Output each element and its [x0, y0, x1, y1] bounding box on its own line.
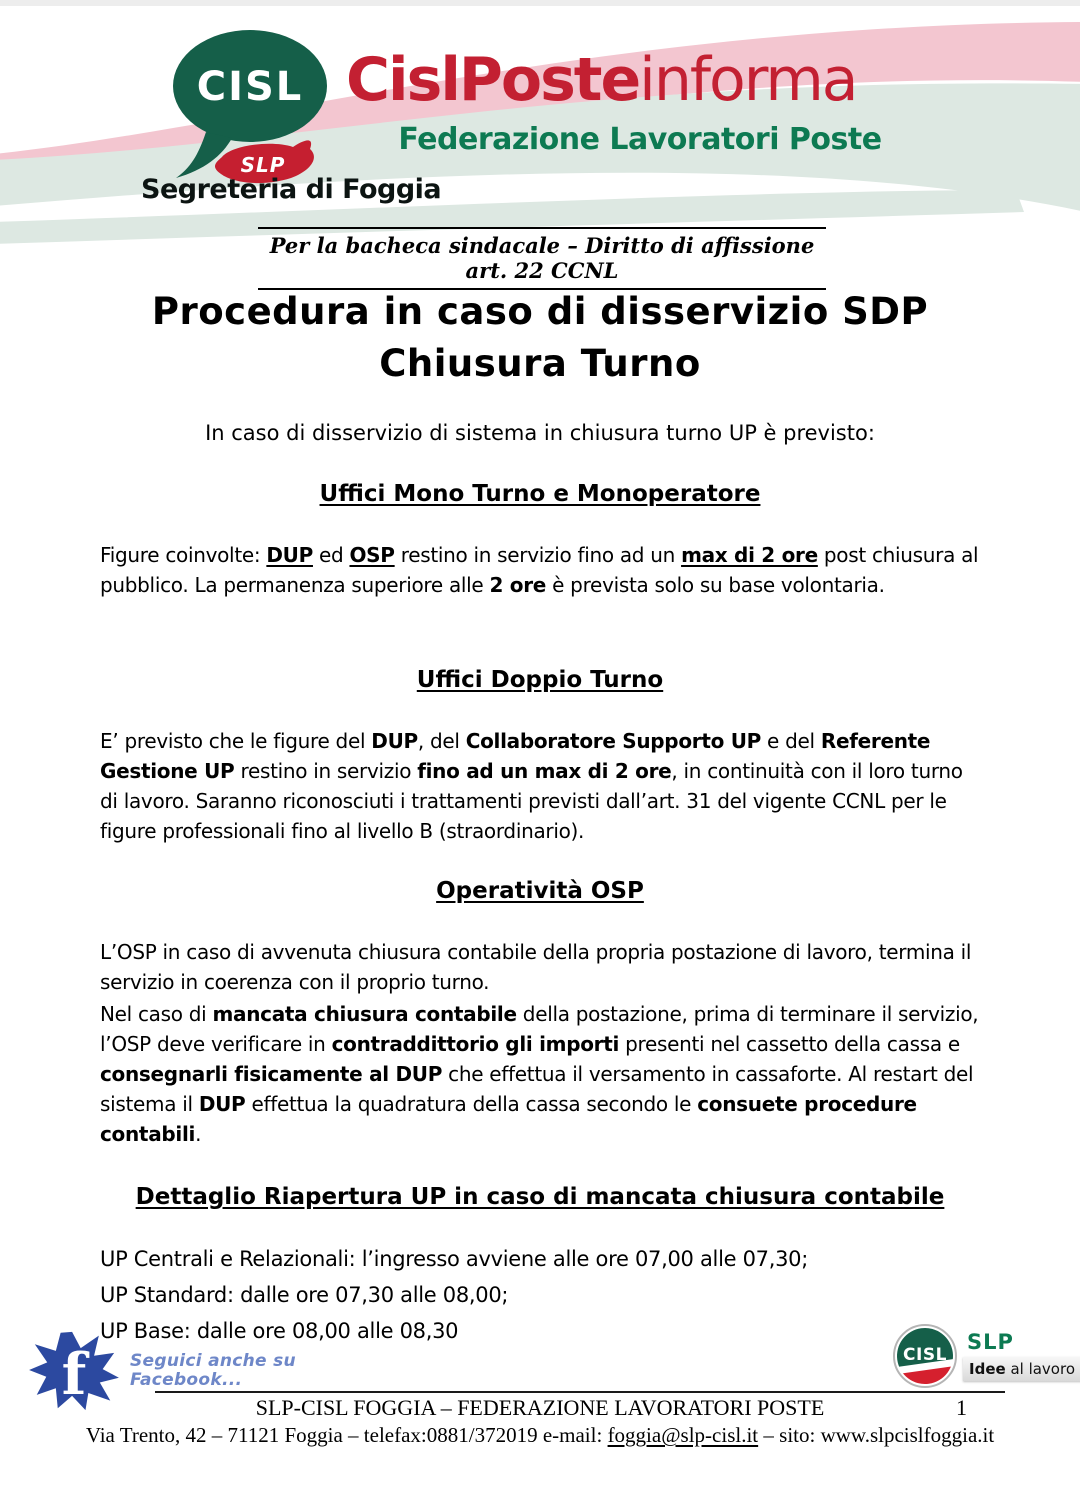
badge-slp-label: SLP — [967, 1330, 1014, 1354]
intro-paragraph: In caso di disservizio di sistema in chiusura turno UP è previsto: — [205, 421, 875, 445]
cisl-slp-footer-logo — [891, 1322, 1080, 1390]
text-segment: 2 ore — [489, 573, 547, 597]
text-segment: DUP — [266, 543, 313, 567]
brand-title-bold: CislPoste — [346, 45, 640, 115]
cisl-logo-text: CISL — [196, 64, 304, 110]
body-paragraph — [100, 726, 985, 846]
badge-right-block — [963, 1330, 1080, 1381]
text-segment: max di 2 ore — [681, 543, 818, 567]
text-segment: – sito: www.slpcislfoggia.it — [758, 1423, 995, 1447]
badge-motto — [963, 1357, 1080, 1381]
email-link[interactable]: foggia@slp-cisl.it — [607, 1423, 759, 1447]
document-title-line2: Chiusura Turno — [379, 342, 701, 385]
brand-title — [346, 45, 857, 115]
cisl-circle-logo — [891, 1322, 959, 1390]
text-segment: DUP — [371, 729, 418, 753]
text-segment: ed — [312, 543, 350, 567]
text-segment: fino ad un max di 2 ore — [417, 759, 672, 783]
section-heading-text: Operatività OSP — [436, 878, 644, 904]
bulletin-board-notice: Per la bacheca sindacale – Diritto di affissione art. 22 CCNL — [258, 227, 826, 290]
text-segment: Nel caso di — [100, 1002, 213, 1026]
section-heading-dettaglio-riapertura — [0, 1184, 1080, 1210]
detail-line-up-centrali: UP Centrali e Relazionali: l’ingresso avviene alle ore 07,00 alle 07,30; — [100, 1247, 808, 1271]
cisl-circle-text: CISL — [903, 1345, 947, 1365]
text-segment: Figure coinvolte: — [100, 543, 267, 567]
text-segment: . — [195, 1122, 202, 1146]
slp-badge-text: SLP — [240, 153, 286, 177]
text-segment: DUP — [198, 1092, 246, 1116]
text-segment: è prevista solo su base volontaria. — [546, 573, 885, 597]
text-segment: consuete procedure contabili — [100, 1092, 917, 1146]
text-segment: e del — [761, 729, 821, 753]
text-segment: Referente Gestione UP — [100, 729, 931, 783]
text-segment: OSP — [349, 543, 395, 567]
detail-line-up-standard: UP Standard: dalle ore 07,30 alle 08,00; — [100, 1283, 509, 1307]
page-number: 1 — [956, 1395, 967, 1420]
brand-subtitle: Federazione Lavoratori Poste — [398, 122, 882, 157]
facebook-caption-line1: Seguici anche su — [130, 1351, 296, 1371]
detail-line-up-base: UP Base: dalle ore 08,00 alle 08,30 — [100, 1319, 459, 1343]
section-heading-text: Uffici Mono Turno e Monoperatore — [319, 481, 761, 507]
text-segment: Via Trento, 42 – 71121 Foggia – telefax:0881/372019 e-mail: — [85, 1423, 608, 1447]
footer-address-line — [0, 1423, 1080, 1448]
section-heading-doppio-turno — [0, 667, 1080, 693]
secretariat-label: Segreteria di Foggia — [141, 174, 442, 205]
body-paragraph — [100, 937, 985, 997]
text-segment: della postazione, prima di terminare il servizio, l’OSP deve verificare in — [100, 1002, 979, 1056]
text-segment: che effettua il versamento in cassaforte. Al restart del sistema il — [100, 1062, 974, 1116]
body-paragraph — [100, 540, 985, 600]
text-segment: effettua la quadratura della cassa secondo le — [245, 1092, 698, 1116]
badge-motto-rest: al lavoro — [1005, 1360, 1075, 1378]
footer-organization-line: SLP-CISL FOGGIA – FEDERAZIONE LAVORATORI POSTE — [255, 1395, 825, 1420]
text-segment: restino in servizio — [234, 759, 418, 783]
text-segment: E’ previsto che le figure del — [100, 729, 372, 753]
text-segment: restino in servizio fino ad un — [394, 543, 682, 567]
text-segment: contraddittorio gli importi — [331, 1032, 620, 1056]
body-paragraph — [100, 999, 985, 1149]
text-segment: L’OSP in caso di avvenuta chiusura contabile della propria postazione di lavoro, termina il servizio in coerenza con il proprio turno. — [100, 940, 972, 994]
badge-motto-bold: Idee — [969, 1360, 1006, 1378]
footer-divider — [155, 1391, 1005, 1393]
text-segment: consegnarli fisicamente al DUP — [100, 1062, 443, 1086]
text-segment: post chiusura al pubblico. La permanenza superiore alle — [100, 543, 979, 597]
document-title-line1: Procedura in caso di disservizio SDP — [151, 290, 929, 333]
text-segment: mancata chiusura contabile — [212, 1002, 517, 1026]
section-heading-mono-turno — [0, 481, 1080, 507]
section-heading-text: Uffici Doppio Turno — [416, 667, 664, 693]
facebook-f-glyph: f — [61, 1339, 87, 1408]
text-segment: presenti nel cassetto della cassa e — [619, 1032, 960, 1056]
facebook-caption — [130, 1352, 296, 1390]
brand-title-light: informa — [639, 45, 857, 115]
facebook-caption-line2: Facebook... — [130, 1370, 243, 1390]
text-segment: , del — [417, 729, 466, 753]
text-segment: , in continuità con il loro turno di lavoro. Saranno riconosciuti i trattamenti previsti dall’art. 31 del vigente CCNL per le figure professionali fino al livello B (straordinario). — [100, 759, 963, 843]
text-segment: Collaboratore Supporto UP — [465, 729, 761, 753]
section-heading-text: Dettaglio Riapertura UP in caso di mancata chiusura contabile — [135, 1184, 945, 1210]
section-heading-operativita-osp — [0, 878, 1080, 904]
